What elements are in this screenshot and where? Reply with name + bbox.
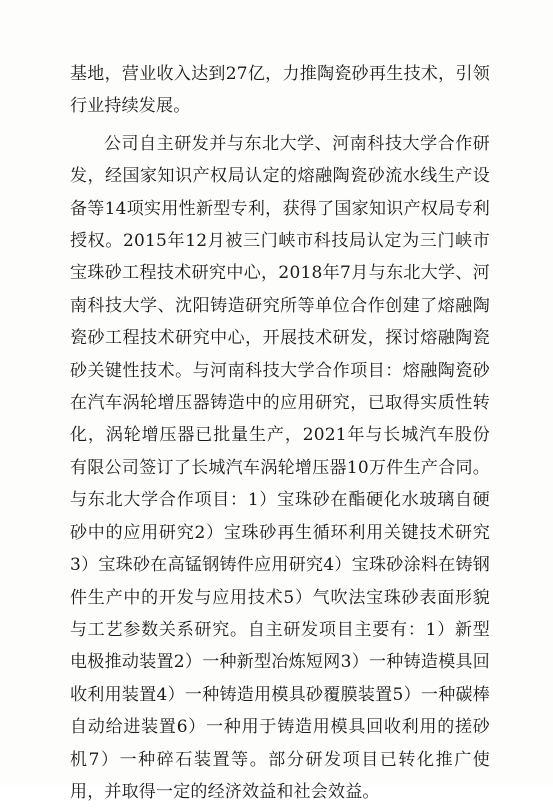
document-body — [70, 58, 490, 808]
paragraph-continuation: 基地，营业收入达到27亿，力推陶瓷砂再生技术，引领行业持续发展。 — [70, 64, 490, 117]
paragraph-research: 公司自主研发并与东北大学、河南科技大学合作研发，经国家知识产权局认定的熔融陶瓷砂流水线生产设备等14项实用性新型专利，获得了国家知识产权局专利授权。2015年12月被三门峡市科技局认定为三门峡市宝珠砂工程技术研究中心，2018年7月与东北大学、河南科技大学、沈阳铸造研究所等单位合作创建了熔融陶瓷砂工程技术研究中心，开展技术研发，探讨熔融陶瓷砂关键性技术。与河南科技大学合作项目：熔融陶瓷砂在汽车涡轮增压器铸造中的应用研究，已取得实质性转化，涡轮增压器已批量生产，2021年与长城汽车股份有限公司签订了长城汽车涡轮增压器10万件生产合同。与东北大学合作项目：1）宝珠砂在酯硬化水玻璃自硬砂中的应用研究2）宝珠砂再生循环利用关键技术研究3）宝珠砂在高锰钢铸件应用研究4）宝珠砂涂料在铸钢件生产中的开发与应用技术5）气吹法宝珠砂表面形貌与工艺参数关系研究。自主研发项目主要有：1）新型电极推动装置2）一种新型冶炼短网3）一种铸造模具回收利用装置4）一种铸造用模具砂覆膜装置5）一种碳棒自动给进装置6）一种用于铸造用模具回收利用的搓砂机7）一种碎石装置等。部分研发项目已转化推广使用，并取得一定的经济效益和社会效益。 — [70, 133, 490, 802]
